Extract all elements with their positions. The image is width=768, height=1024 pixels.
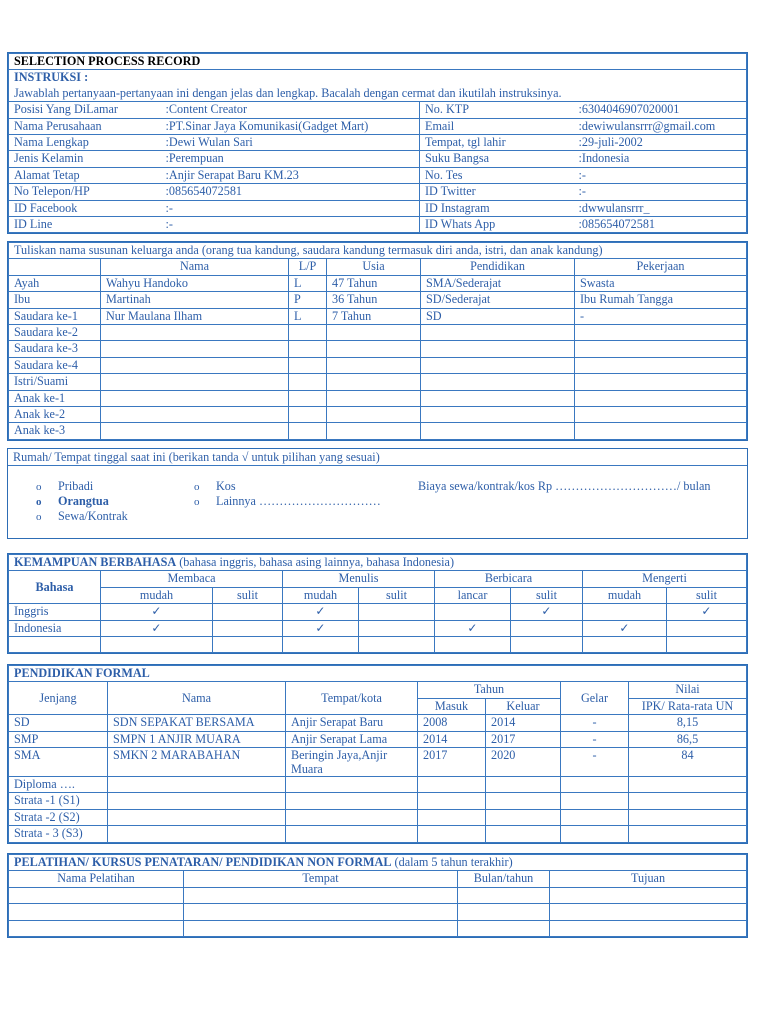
- table-cell: Anak ke-1: [9, 390, 101, 406]
- table-cell: [421, 324, 575, 340]
- table-cell: [289, 324, 327, 340]
- table-cell: 2014: [486, 715, 561, 731]
- column-header: L/P: [289, 259, 327, 275]
- education-section: [7, 664, 748, 844]
- radio-bullet-icon: o: [194, 496, 200, 508]
- table-cell: Istri/Suami: [9, 374, 101, 390]
- table-cell: [101, 423, 289, 439]
- table-cell: [327, 423, 421, 439]
- personal-row: [9, 134, 747, 150]
- table-cell: 36 Tahun: [327, 292, 421, 308]
- table-cell: [9, 904, 184, 920]
- table-cell: P: [289, 292, 327, 308]
- table-cell: 2014: [418, 731, 486, 747]
- table-cell: [213, 604, 283, 620]
- table-cell: 2017: [486, 731, 561, 747]
- table-cell: [359, 620, 435, 636]
- table-cell: [101, 636, 213, 652]
- table-cell: [101, 406, 289, 422]
- table-cell: [9, 920, 184, 936]
- education-row: [9, 793, 747, 809]
- table-cell: [289, 390, 327, 406]
- table-cell: 47 Tahun: [327, 275, 421, 291]
- col-nama: Nama: [108, 682, 286, 715]
- column-header: Membaca: [101, 571, 283, 587]
- check-icon: ✓: [283, 604, 359, 620]
- training-row: [9, 887, 747, 903]
- field-label: Tempat, tgl lahir: [420, 134, 574, 150]
- personal-data-section: [7, 52, 748, 234]
- field-value: :Perempuan: [161, 151, 420, 167]
- column-header: Bahasa: [9, 571, 101, 604]
- column-subheader: sulit: [511, 587, 583, 603]
- personal-table: [9, 102, 747, 233]
- training-section: [7, 853, 748, 938]
- family-row: [9, 341, 747, 357]
- table-cell: 84: [629, 747, 747, 776]
- education-row: [9, 826, 747, 842]
- personal-row: [9, 167, 747, 183]
- check-icon: ✓: [583, 620, 667, 636]
- personal-row: [9, 200, 747, 216]
- training-row: [9, 920, 747, 936]
- column-subheader: sulit: [213, 587, 283, 603]
- table-cell: [561, 793, 629, 809]
- table-cell: [418, 776, 486, 792]
- table-cell: [327, 357, 421, 373]
- table-cell: [550, 920, 747, 936]
- family-row: [9, 324, 747, 340]
- option-pribadi-label: Pribadi: [58, 479, 94, 493]
- table-cell: [486, 809, 561, 825]
- language-name: [9, 636, 101, 652]
- table-cell: [286, 776, 418, 792]
- column-subheader: sulit: [667, 587, 747, 603]
- table-cell: [418, 809, 486, 825]
- field-label: ID Facebook: [9, 200, 161, 216]
- table-cell: [418, 793, 486, 809]
- radio-bullet-icon: o: [194, 481, 200, 493]
- table-cell: Diploma ….: [9, 776, 108, 792]
- table-cell: Anak ke-2: [9, 406, 101, 422]
- table-cell: [184, 904, 458, 920]
- table-cell: [575, 341, 747, 357]
- family-row: [9, 357, 747, 373]
- table-cell: SMP: [9, 731, 108, 747]
- education-row: [9, 776, 747, 792]
- field-value: :Indonesia: [574, 151, 747, 167]
- education-row: [9, 809, 747, 825]
- personal-row: [9, 216, 747, 232]
- table-cell: SMA: [9, 747, 108, 776]
- table-cell: Strata -2 (S2): [9, 809, 108, 825]
- field-label: No. KTP: [420, 102, 574, 118]
- field-value: :-: [161, 200, 420, 216]
- column-subheader: mudah: [283, 587, 359, 603]
- table-cell: [486, 826, 561, 842]
- education-row: [9, 731, 747, 747]
- table-cell: SMKN 2 MARABAHAN: [108, 747, 286, 776]
- table-cell: [327, 390, 421, 406]
- col-keluar: Keluar: [486, 698, 561, 714]
- table-cell: [421, 374, 575, 390]
- field-value: :Dewi Wulan Sari: [161, 134, 420, 150]
- column-subheader: mudah: [101, 587, 213, 603]
- table-cell: [667, 620, 747, 636]
- table-cell: [421, 341, 575, 357]
- table-cell: [108, 809, 286, 825]
- table-cell: [575, 357, 747, 373]
- table-cell: [101, 390, 289, 406]
- table-cell: Saudara ke-3: [9, 341, 101, 357]
- table-cell: [629, 826, 747, 842]
- table-cell: [458, 920, 550, 936]
- column-header: Mengerti: [583, 571, 747, 587]
- field-label: ID Twitter: [420, 184, 574, 200]
- table-cell: [184, 887, 458, 903]
- option-orangtua[interactable]: [36, 494, 109, 510]
- family-row: [9, 423, 747, 439]
- table-cell: [667, 636, 747, 652]
- personal-row: [9, 184, 747, 200]
- column-header: Tempat: [184, 871, 458, 887]
- table-cell: Ibu Rumah Tangga: [575, 292, 747, 308]
- check-icon: ✓: [667, 604, 747, 620]
- option-kos[interactable]: [194, 479, 236, 495]
- table-cell: SD: [421, 308, 575, 324]
- field-value: :dewiwulansrrr@gmail.com: [574, 118, 747, 134]
- table-cell: Saudara ke-2: [9, 324, 101, 340]
- education-row: [9, 715, 747, 731]
- record-title: SELECTION PROCESS RECORD: [9, 54, 747, 70]
- table-cell: [421, 390, 575, 406]
- table-cell: [575, 390, 747, 406]
- training-row: [9, 904, 747, 920]
- table-cell: -: [561, 747, 629, 776]
- language-row: [9, 604, 747, 620]
- column-header: Tujuan: [550, 871, 747, 887]
- field-label: Posisi Yang DiLamar: [9, 102, 161, 118]
- table-cell: SDN SEPAKAT BERSAMA: [108, 715, 286, 731]
- table-cell: Ayah: [9, 275, 101, 291]
- table-cell: [511, 636, 583, 652]
- radio-bullet-icon: o: [36, 481, 42, 493]
- table-cell: [286, 793, 418, 809]
- family-row: [9, 292, 747, 308]
- option-kos-label: Kos: [216, 479, 236, 493]
- column-header: Bulan/tahun: [458, 871, 550, 887]
- field-value: :Anjir Serapat Baru KM.23: [161, 167, 420, 183]
- field-label: ID Instagram: [420, 200, 574, 216]
- table-cell: [108, 776, 286, 792]
- field-value: :-: [574, 167, 747, 183]
- radio-bullet-icon: o: [36, 511, 42, 523]
- table-cell: [561, 826, 629, 842]
- language-heading: KEMAMPUAN BERBAHASA (bahasa inggris, bahasa asing lainnya, bahasa Indonesia): [9, 555, 747, 571]
- table-cell: -: [575, 308, 747, 324]
- language-section: [7, 553, 748, 654]
- table-cell: Swasta: [575, 275, 747, 291]
- table-cell: [289, 357, 327, 373]
- field-label: Nama Lengkap: [9, 134, 161, 150]
- table-cell: 8,15: [629, 715, 747, 731]
- column-subheader: lancar: [435, 587, 511, 603]
- instruction-text: Jawablah pertanyaan-pertanyaan ini dengan jelas dan lengkap. Bacalah dengan cermat dan ikutilah instruksinya.: [9, 86, 747, 102]
- table-cell: Saudara ke-1: [9, 308, 101, 324]
- table-cell: [101, 324, 289, 340]
- family-row: [9, 275, 747, 291]
- column-header: [9, 259, 101, 275]
- table-cell: [629, 793, 747, 809]
- column-header: Nama Pelatihan: [9, 871, 184, 887]
- family-row: [9, 308, 747, 324]
- table-cell: [486, 776, 561, 792]
- table-cell: 2020: [486, 747, 561, 776]
- table-cell: SMPN 1 ANJIR MUARA: [108, 731, 286, 747]
- radio-bullet-icon: o: [36, 496, 42, 508]
- family-row: [9, 406, 747, 422]
- column-header: Pendidikan: [421, 259, 575, 275]
- column-header: Usia: [327, 259, 421, 275]
- field-label: No. Tes: [420, 167, 574, 183]
- table-cell: [561, 809, 629, 825]
- table-cell: [283, 636, 359, 652]
- personal-row: [9, 118, 747, 134]
- table-cell: [108, 793, 286, 809]
- table-cell: [550, 904, 747, 920]
- table-cell: [421, 357, 575, 373]
- table-cell: [421, 423, 575, 439]
- table-cell: Strata -1 (S1): [9, 793, 108, 809]
- field-value: :085654072581: [574, 216, 747, 232]
- family-heading: Tuliskan nama susunan keluarga anda (orang tua kandung, saudara kandung termasuk diri anda, istri, dan anak kandung): [9, 243, 747, 259]
- col-masuk: Masuk: [418, 698, 486, 714]
- residence-section: [7, 448, 748, 539]
- option-orangtua-label: Orangtua: [58, 494, 109, 508]
- table-cell: [101, 341, 289, 357]
- education-row: [9, 747, 747, 776]
- table-cell: Nur Maulana Ilham: [101, 308, 289, 324]
- col-tahun: Tahun: [418, 682, 561, 698]
- table-cell: [583, 636, 667, 652]
- table-cell: [213, 636, 283, 652]
- option-pribadi[interactable]: [36, 479, 93, 495]
- field-label: Email: [420, 118, 574, 134]
- table-cell: Anjir Serapat Baru: [286, 715, 418, 731]
- table-cell: [458, 887, 550, 903]
- table-cell: Strata - 3 (S3): [9, 826, 108, 842]
- table-cell: [327, 324, 421, 340]
- column-subheader: mudah: [583, 587, 667, 603]
- personal-row: [9, 102, 747, 118]
- table-cell: [289, 423, 327, 439]
- family-header-row: [9, 259, 747, 275]
- table-cell: SD: [9, 715, 108, 731]
- field-label: Jenis Kelamin: [9, 151, 161, 167]
- column-header: Berbicara: [435, 571, 583, 587]
- language-subheader-row: [9, 587, 747, 603]
- field-value: :dwwulansrrr_: [574, 200, 747, 216]
- field-label: ID Whats App: [420, 216, 574, 232]
- option-sewa[interactable]: [36, 509, 128, 525]
- table-cell: [289, 406, 327, 422]
- table-cell: [359, 636, 435, 652]
- table-cell: [101, 357, 289, 373]
- table-cell: Martinah: [101, 292, 289, 308]
- table-cell: [561, 776, 629, 792]
- col-gelar: Gelar: [561, 682, 629, 715]
- language-name: Indonesia: [9, 620, 101, 636]
- column-header: Menulis: [283, 571, 435, 587]
- check-icon: ✓: [283, 620, 359, 636]
- table-cell: 2008: [418, 715, 486, 731]
- table-cell: Beringin Jaya,Anjir Muara: [286, 747, 418, 776]
- table-cell: [629, 809, 747, 825]
- training-heading: PELATIHAN/ KURSUS PENATARAN/ PENDIDIKAN NON FORMAL (dalam 5 tahun terakhir): [9, 855, 747, 871]
- field-value: :6304046907020001: [574, 102, 747, 118]
- table-cell: [458, 904, 550, 920]
- personal-row: [9, 151, 747, 167]
- residence-heading: Rumah/ Tempat tinggal saat ini (berikan tanda √ untuk pilihan yang sesuai): [8, 449, 747, 466]
- option-lainnya-label: Lainnya …………………………: [216, 494, 381, 508]
- family-row: [9, 374, 747, 390]
- table-cell: [583, 604, 667, 620]
- check-icon: ✓: [101, 604, 213, 620]
- table-cell: [213, 620, 283, 636]
- option-sewa-label: Sewa/Kontrak: [58, 509, 128, 523]
- table-cell: [327, 406, 421, 422]
- table-cell: [359, 604, 435, 620]
- table-cell: [9, 887, 184, 903]
- field-value: :29-juli-2002: [574, 134, 747, 150]
- table-cell: [184, 920, 458, 936]
- field-value: :085654072581: [161, 184, 420, 200]
- table-cell: [286, 826, 418, 842]
- check-icon: ✓: [101, 620, 213, 636]
- table-cell: Wahyu Handoko: [101, 275, 289, 291]
- table-cell: 86,5: [629, 731, 747, 747]
- table-cell: [327, 341, 421, 357]
- field-label: No Telepon/HP: [9, 184, 161, 200]
- check-icon: ✓: [435, 620, 511, 636]
- field-label: ID Line: [9, 216, 161, 232]
- table-cell: [629, 776, 747, 792]
- table-cell: SMA/Sederajat: [421, 275, 575, 291]
- table-cell: -: [561, 731, 629, 747]
- table-cell: L: [289, 308, 327, 324]
- family-table: [9, 275, 747, 439]
- table-cell: [575, 374, 747, 390]
- family-section: [7, 241, 748, 441]
- table-cell: [511, 620, 583, 636]
- col-nilai: Nilai: [629, 682, 747, 698]
- instruction-label: INSTRUKSI :: [9, 70, 747, 86]
- table-cell: [108, 826, 286, 842]
- language-table: [9, 604, 747, 653]
- training-header-row: [9, 871, 747, 887]
- column-header: Nama: [101, 259, 289, 275]
- field-value: :PT.Sinar Jaya Komunikasi(Gadget Mart): [161, 118, 420, 134]
- field-value: :-: [161, 216, 420, 232]
- language-header-row: [9, 571, 747, 587]
- field-value: :Content Creator: [161, 102, 420, 118]
- table-cell: Ibu: [9, 292, 101, 308]
- rent-cost-field: Biaya sewa/kontrak/kos Rp …………………………/ bulan: [418, 479, 711, 493]
- table-cell: Anjir Serapat Lama: [286, 731, 418, 747]
- table-cell: [101, 374, 289, 390]
- table-cell: [575, 324, 747, 340]
- check-icon: ✓: [511, 604, 583, 620]
- field-label: Nama Perusahaan: [9, 118, 161, 134]
- column-header: Pekerjaan: [575, 259, 747, 275]
- language-name: Inggris: [9, 604, 101, 620]
- option-lainnya[interactable]: [194, 494, 381, 510]
- language-row: [9, 636, 747, 652]
- field-label: Alamat Tetap: [9, 167, 161, 183]
- table-cell: [286, 809, 418, 825]
- column-subheader: sulit: [359, 587, 435, 603]
- field-label: Suku Bangsa: [420, 151, 574, 167]
- table-cell: Anak ke-3: [9, 423, 101, 439]
- table-cell: [289, 374, 327, 390]
- table-cell: [575, 423, 747, 439]
- family-row: [9, 390, 747, 406]
- table-cell: Saudara ke-4: [9, 357, 101, 373]
- education-table: [9, 715, 747, 842]
- col-jenjang: Jenjang: [9, 682, 108, 715]
- table-cell: [327, 374, 421, 390]
- table-cell: [486, 793, 561, 809]
- education-heading: PENDIDIKAN FORMAL: [9, 666, 747, 682]
- table-cell: [435, 604, 511, 620]
- table-cell: [418, 826, 486, 842]
- table-cell: SD/Sederajat: [421, 292, 575, 308]
- table-cell: [435, 636, 511, 652]
- col-tempat: Tempat/kota: [286, 682, 418, 715]
- table-cell: L: [289, 275, 327, 291]
- field-value: :-: [574, 184, 747, 200]
- table-cell: -: [561, 715, 629, 731]
- table-cell: [575, 406, 747, 422]
- table-cell: [289, 341, 327, 357]
- table-cell: [421, 406, 575, 422]
- training-table: [9, 887, 747, 936]
- table-cell: 2017: [418, 747, 486, 776]
- table-cell: 7 Tahun: [327, 308, 421, 324]
- table-cell: [550, 887, 747, 903]
- col-ipk: IPK/ Rata-rata UN: [629, 698, 747, 714]
- language-row: [9, 620, 747, 636]
